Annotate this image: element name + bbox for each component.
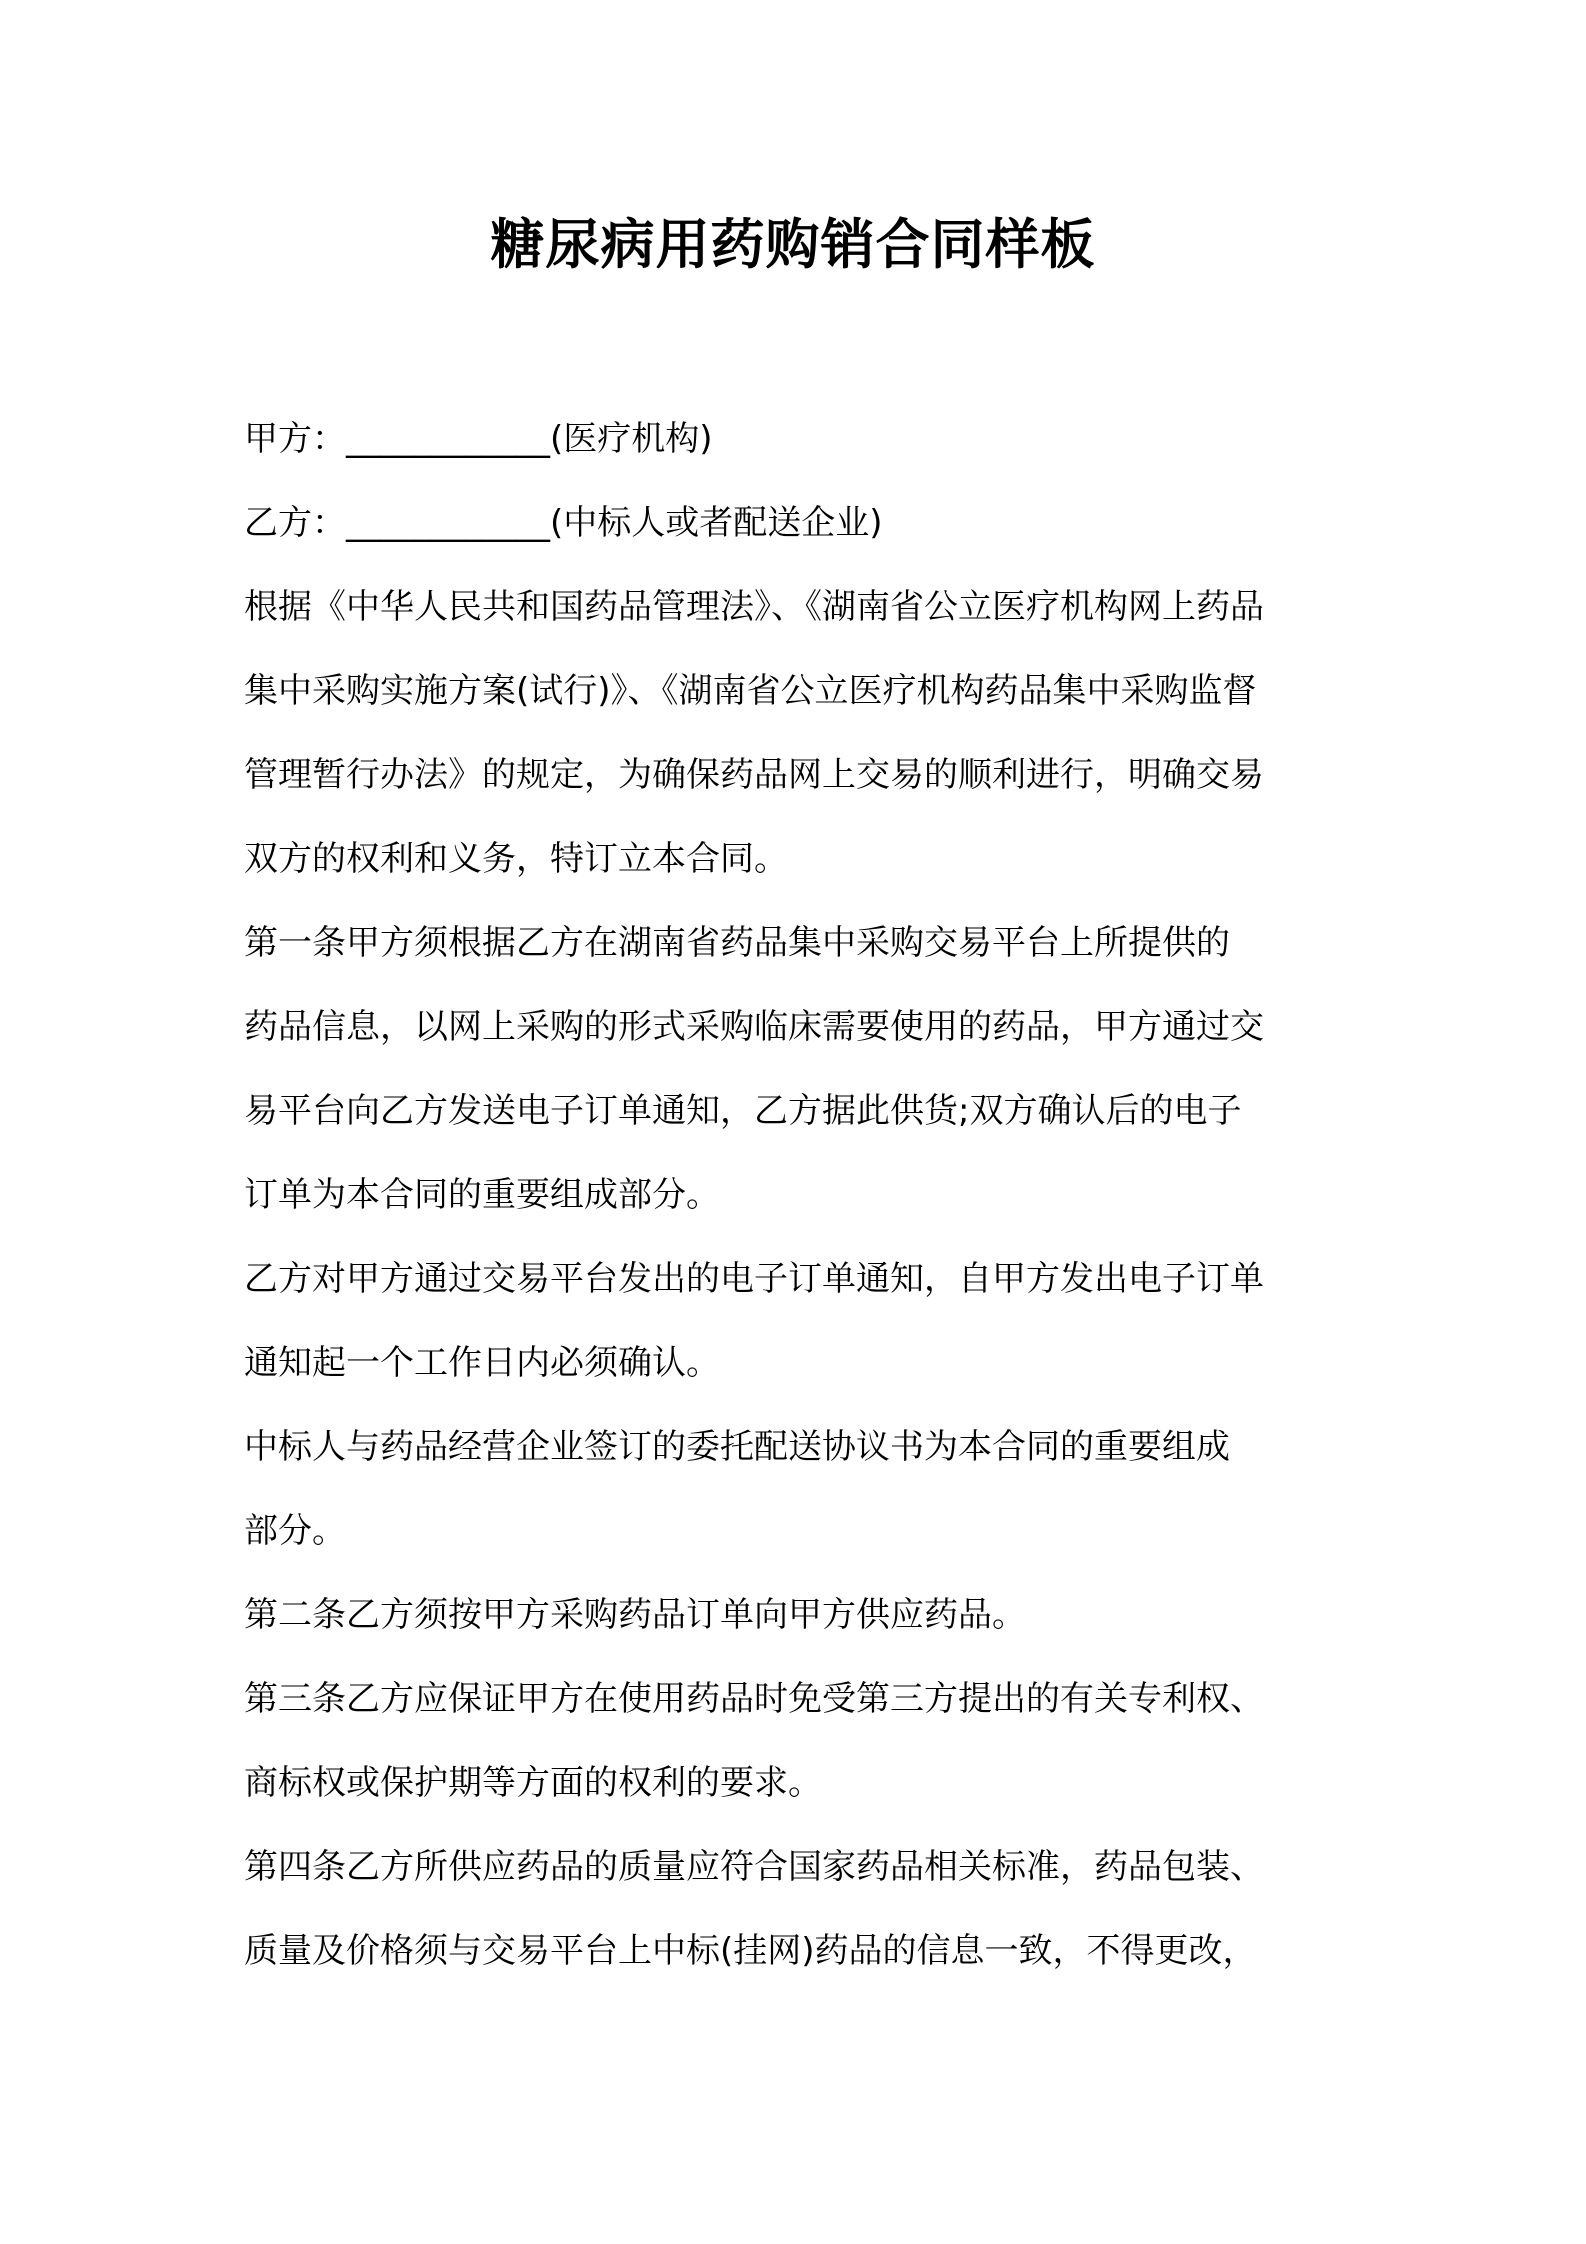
body-line: 商标权或保护期等方面的权利的要求。 [244,1763,822,1803]
body-line: 管理暂行办法》的规定，为确保药品网上交易的顺利进行，明确交易 [244,755,1264,795]
party-b-line: 乙方：____________(中标人或者配送企业) [244,503,883,543]
body-line: 质量及价格须与交易平台上中标(挂网)药品的信息一致，不得更改， [244,1931,1257,1971]
body-line: 通知起一个工作日内必须确认。 [244,1343,720,1383]
body-line: 第四条乙方所供应药品的质量应符合国家药品相关标准，药品包装、 [244,1847,1264,1887]
body-line: 药品信息，以网上采购的形式采购临床需要使用的药品，甲方通过交 [244,1007,1264,1047]
body-line: 第三条乙方应保证甲方在使用药品时免受第三方提出的有关专利权、 [244,1679,1264,1719]
body-line: 中标人与药品经营企业签订的委托配送协议书为本合同的重要组成 [244,1427,1230,1467]
body-line: 订单为本合同的重要组成部分。 [244,1175,720,1215]
body-line: 部分。 [244,1511,346,1551]
body-line: 第一条甲方须根据乙方在湖南省药品集中采购交易平台上所提供的 [244,923,1230,963]
body-line: 第二条乙方须按甲方采购药品订单向甲方供应药品。 [244,1595,1026,1635]
body-line: 乙方对甲方通过交易平台发出的电子订单通知，自甲方发出电子订单 [244,1259,1264,1299]
body-line: 双方的权利和义务，特订立本合同。 [244,839,788,879]
party-a-line: 甲方：____________(医疗机构) [244,419,713,459]
body-line: 易平台向乙方发送电子订单通知，乙方据此供货;双方确认后的电子 [244,1091,1242,1131]
body-line: 根据《中华人民共和国药品管理法》、《湖南省公立医疗机构网上药品 [244,587,1264,627]
body-line: 集中采购实施方案(试行)》、《湖南省公立医疗机构药品集中采购监督 [244,671,1257,711]
document-title: 糖尿病用药购销合同样板 [490,213,1096,276]
